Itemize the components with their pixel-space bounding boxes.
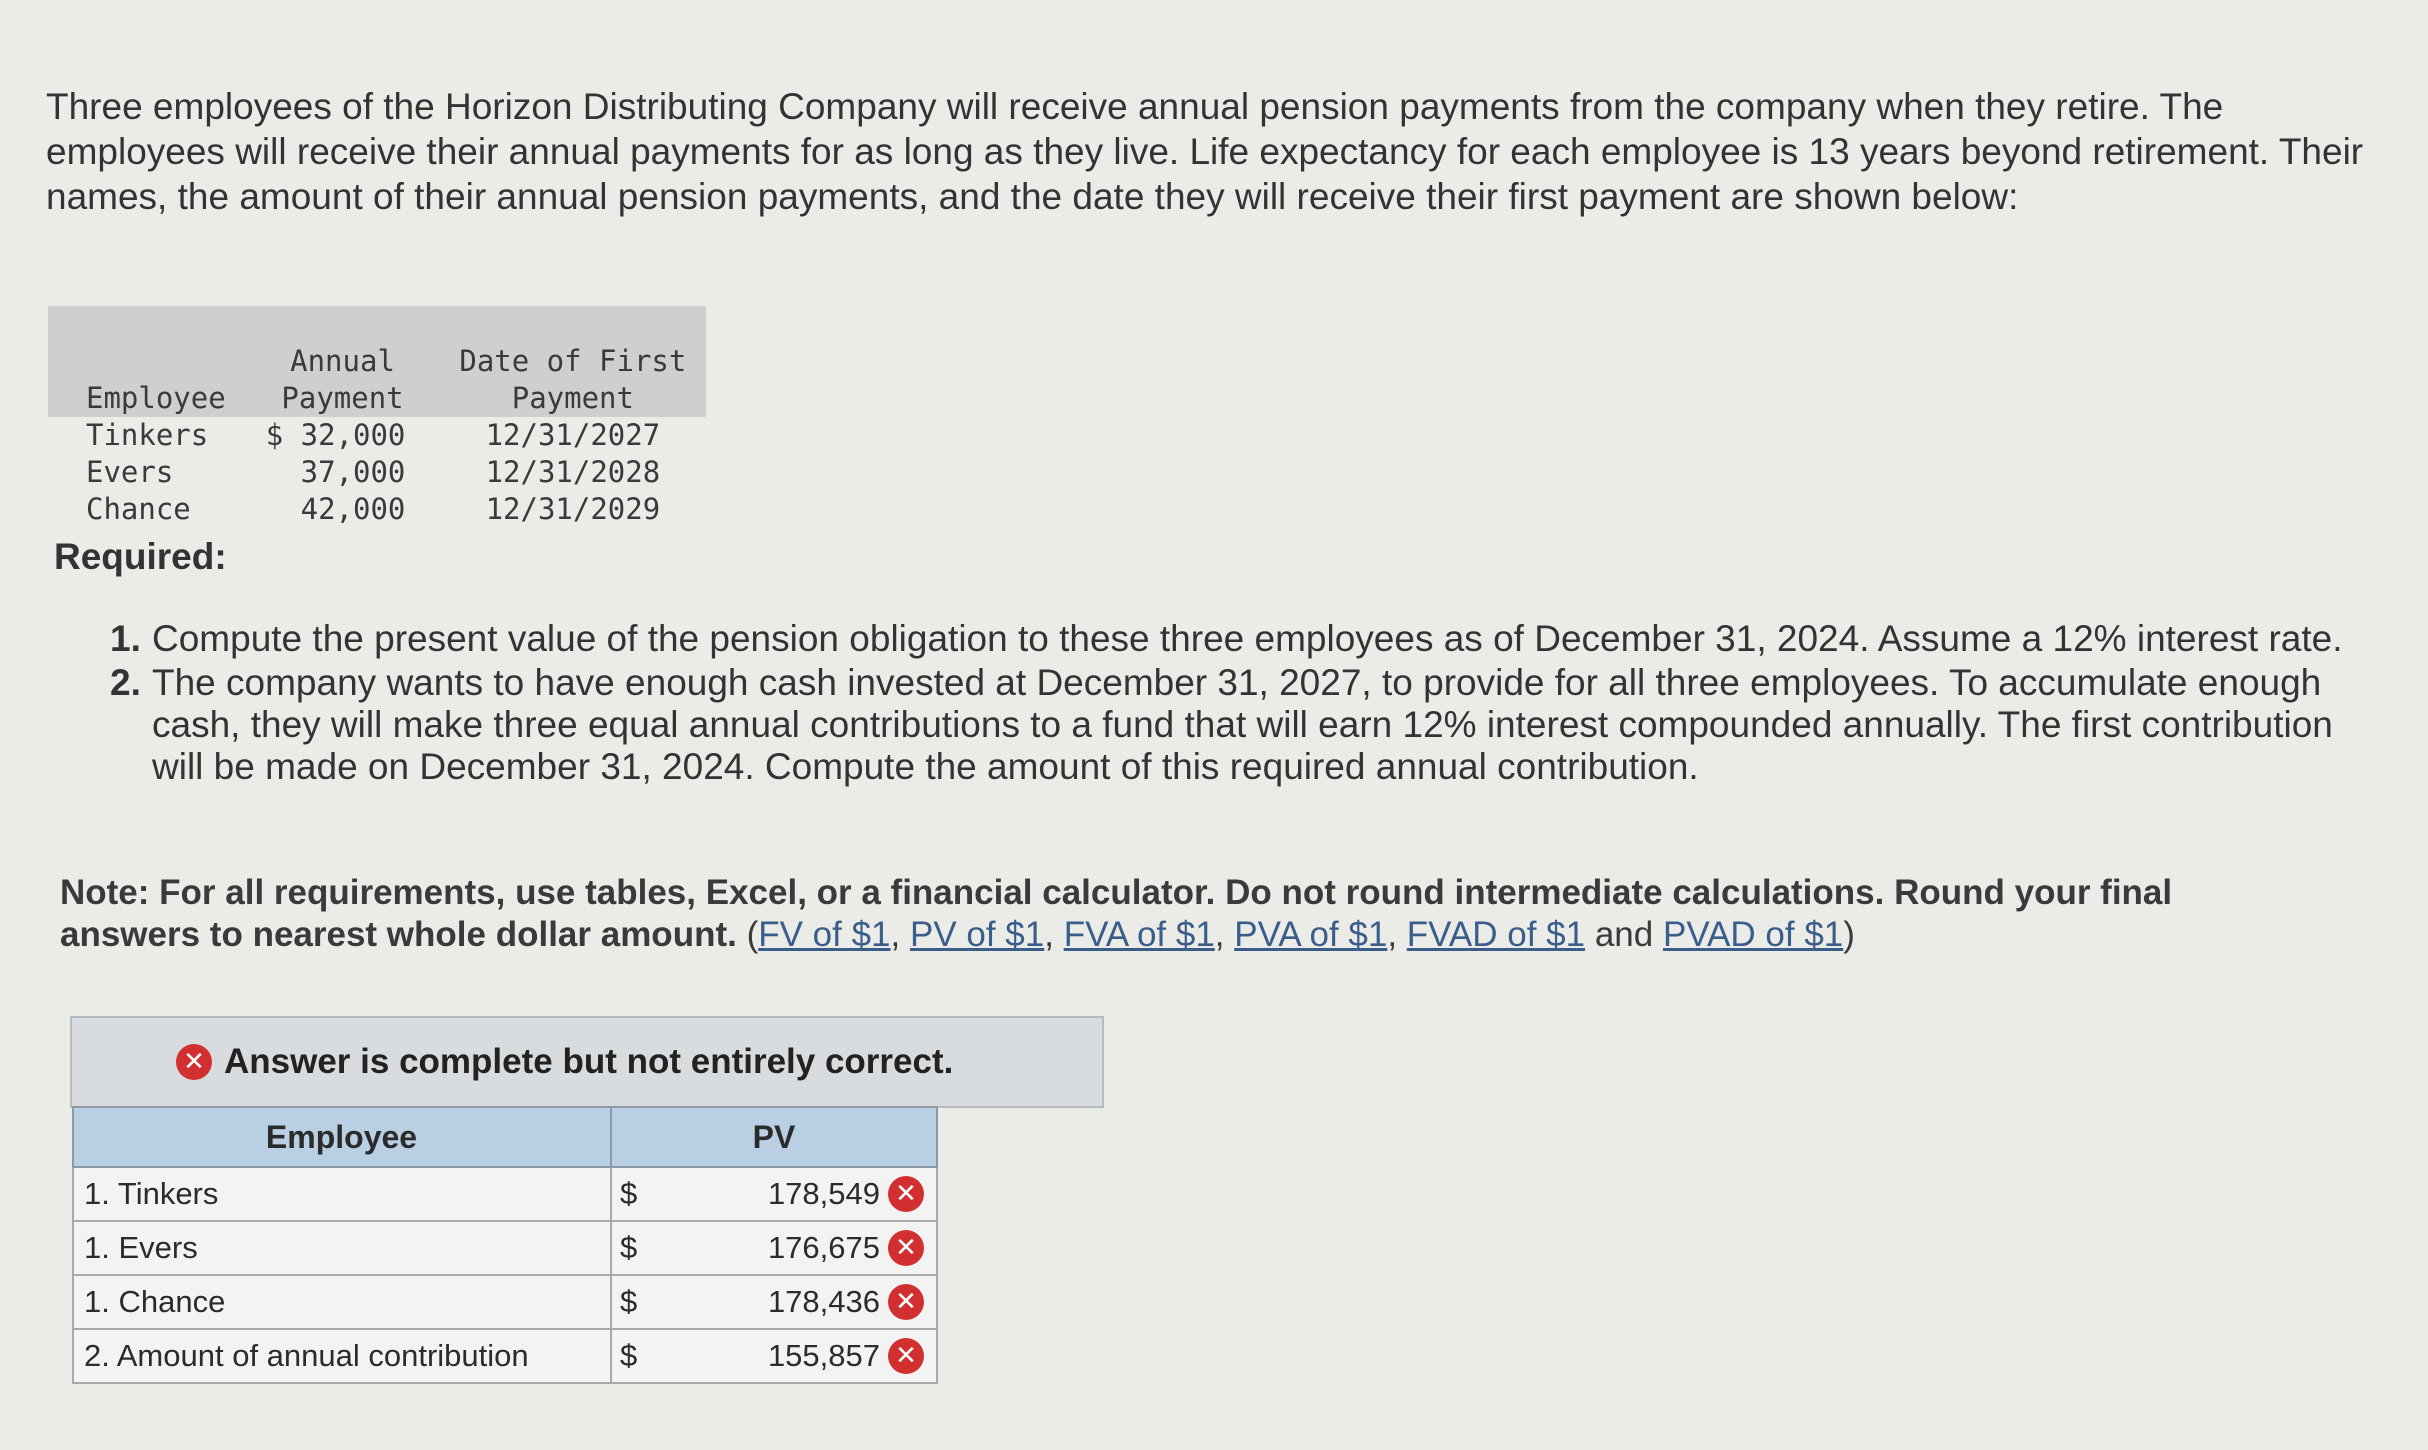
answer-header-row [73,1107,937,1167]
header-date-first-payment: Date of First Payment [439,306,706,417]
currency-symbol: $ [611,1167,648,1221]
currency-symbol: $ [611,1275,648,1329]
incorrect-icon: ✕ [888,1176,924,1212]
pv-input[interactable] [648,1221,937,1275]
cell-date: 12/31/2028 [485,455,661,489]
answer-row-label: 1. Tinkers [73,1167,611,1221]
pension-data-table [48,306,706,528]
cell-name: Evers [86,455,174,489]
requirement-number: 2. [110,662,141,703]
link-fvad-of-1[interactable]: FVAD of $1 [1406,915,1586,954]
answer-row-label: 1. Evers [73,1221,611,1275]
answer-header-pv: PV [611,1107,937,1167]
pv-value: 178,549 [767,1176,880,1211]
answer-status-banner [70,1016,1104,1108]
problem-intro [46,84,2366,219]
requirement-number: 1. [110,618,141,659]
answer-table [72,1106,938,1384]
link-pv-of-1[interactable]: PV of $1 [909,915,1045,954]
requirement-text: The company wants to have enough cash invested at December 31, 2027, to provide for all three employees. To accumulate enough cash, they will make three equal annual contributions to a fund that will earn 12% interest compounded annually. The first contribution will be made on December 31, 2024. Compute the amount of this required annual contribution. [152,662,2333,787]
contribution-input[interactable] [648,1329,937,1383]
cell-payment: $ 32,000 [265,418,406,452]
requirement-item [110,618,2370,660]
data-row-evers [48,454,706,491]
instructions-note: Note: For all requirements, use tables, Excel, or a financial calculator. Do not round intermediate calculations. Round your final answers to nearest whole dollar amount. (FV of $1, PV of $1, FVA of $1, PVA of $1, FVAD of $1 and PVAD of $1) [60,873,2173,954]
currency-symbol: $ [611,1329,648,1383]
pv-input[interactable] [648,1167,937,1221]
link-pva-of-1[interactable]: PVA of $1 [1234,915,1388,954]
answer-row [73,1167,937,1221]
link-fva-of-1[interactable]: FVA of $1 [1063,915,1215,954]
data-row-tinkers [48,417,706,454]
cell-date: 12/31/2027 [485,418,661,452]
cell-date: 12/31/2029 [485,492,661,526]
answer-row-label: 1. Chance [73,1275,611,1329]
cell-name: Chance [86,492,191,526]
requirement-item [110,662,2370,788]
currency-symbol: $ [611,1221,648,1275]
cell-payment: 37,000 [300,455,406,489]
incorrect-icon: ✕ [888,1284,924,1320]
answer-row-label: 2. Amount of annual contribution [73,1329,611,1383]
cell-name: Tinkers [86,418,209,452]
required-heading: Required: [54,536,227,577]
requirement-text: Compute the present value of the pension obligation to these three employees as of December 31, 2024. Assume a 12% interest rate. [152,618,2343,659]
answer-row [73,1275,937,1329]
pv-input[interactable] [648,1275,937,1329]
pv-value: 176,675 [767,1230,880,1265]
data-table-header-row [48,306,706,417]
answer-row [73,1221,937,1275]
x-circle-icon: ✕ [176,1044,212,1080]
contribution-value: 155,857 [767,1338,880,1373]
data-row-chance [48,491,706,528]
header-annual-payment: Annual Payment [246,306,440,417]
intro-text: Three employees of the Horizon Distributing Company will receive annual pension payments from the company when they retire. The employees will receive their annual payments for as long as they live. Life expectancy for each employee is 13 years beyond retirement. Their names, the amount of their annual pension payments, and the date they will receive their first payment are shown below: [46,86,2364,217]
link-pvad-of-1[interactable]: PVAD of $1 [1662,915,1844,954]
answer-header-employee: Employee [73,1107,611,1167]
note-text: Note: For all requirements, use tables, Excel, or a financial calculator. Do not round intermediate calculations. Round your final answers to nearest whole dollar amount. [60,873,2173,954]
answer-row [73,1329,937,1383]
header-employee: Employee [48,306,246,417]
link-fv-of-1[interactable]: FV of $1 [758,915,891,954]
requirements-list [110,618,2370,790]
cell-payment: 42,000 [300,492,406,526]
incorrect-icon: ✕ [888,1230,924,1266]
answer-status-message: Answer is complete but not entirely correct. [224,1042,954,1081]
pv-value: 178,436 [767,1284,880,1319]
incorrect-icon: ✕ [888,1338,924,1374]
